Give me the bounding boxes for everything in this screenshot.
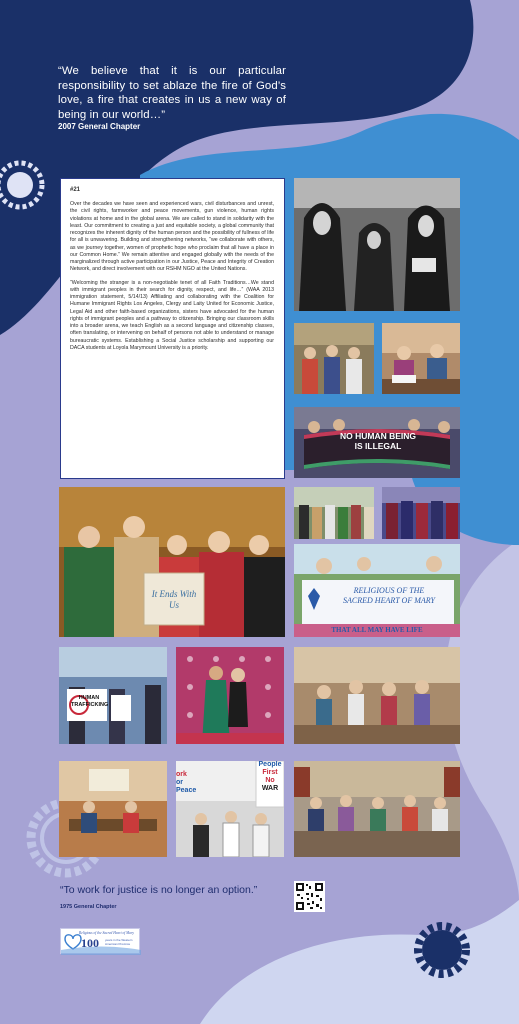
banner-illegal-line-2: IS ILLEGAL bbox=[354, 441, 402, 451]
panel-paragraph-1: Over the decades we have seen and experienced wars, civil disturbances and unrest, the civil rights, farmworker and peace movements, gun violence, human rights violations at home and in the global arena. We are called to stand in solidarity with the least. Our commitment to creating a just and equitable society, a global community that recognizes the inherent dignity of the human person and the possibility of fullness of life for all is unwavering. Building and strengthening networks, “we collaborate with others, as we journey together, women of prophetic hope who proclaim that all have a place in our Common Home.” We remain attentive and engaged globally with the needs of the marginalized through active participation in our Justice, Peace and Integrity of Creation Network, and direct involvement with our RSHM NGO at the United Nations. bbox=[70, 201, 274, 273]
photo-human-trafficking-protest bbox=[59, 647, 167, 744]
logo-line-2: years in the Western American Province bbox=[105, 938, 133, 946]
panel-paragraph-2: “Welcoming the stranger is a non-negotiable tenet of all Faith Traditions…We stand with immigrant peoples in their search for dignity, respect, and life…” (WAA 2013 immigration statement, 5/14/13) Affiliating and collaborating with the Coalition for Humane Immigrant Rights Los Angeles, Clergy and Laity United for Economic Justice, Legal Aid and other faith-based organizations, sisters have advocated for the human rights of immigrant peoples and a pathway to citizenship. Bringing our classroom skills into a broader arena, we teach English as a second language and citizenship classes, often translating, or intervening on behalf of persons not able to understand or manage bureaucratic systems. Establishing a Social Justice scholarship and supporting our DACA students at Loyola Marymount University is a priority. bbox=[70, 279, 274, 351]
sign-people-line-2: First bbox=[262, 769, 278, 776]
sign-peace-line-3: Peace bbox=[176, 787, 197, 794]
sign-people-line-3: No bbox=[265, 777, 275, 784]
photo-group-outdoors bbox=[294, 487, 374, 539]
banner-rshm-line-2: SACRED HEART OF MARY bbox=[343, 596, 435, 605]
header-quote: “We believe that it is our particular responsibility to set ablaze the fire of God’s love, a fire that creates in us a new way of being in our world…” bbox=[58, 65, 286, 121]
gear-icon-left-inner bbox=[7, 172, 33, 198]
sign-people-line-4: WAR bbox=[261, 785, 279, 792]
footer-quote: “To work for justice is no longer an option.” bbox=[60, 884, 258, 896]
panel-number: #21 bbox=[70, 187, 81, 193]
photo-chirla-event bbox=[176, 647, 284, 744]
header-quote-source: 2007 General Chapter bbox=[58, 122, 141, 131]
text-panel bbox=[60, 178, 285, 479]
photo-peace-rally bbox=[176, 761, 284, 857]
sign-peace-line-2: or bbox=[176, 779, 183, 786]
logo-number: 100 bbox=[81, 936, 99, 950]
footer-quote-source: 1975 General Chapter bbox=[60, 904, 117, 910]
sign-human-trafficking: HUMAN TRAFFICKING bbox=[71, 695, 109, 708]
photo-group-indoors bbox=[294, 323, 374, 394]
photo-no-human-being-illegal bbox=[294, 407, 460, 478]
photo-women-at-table bbox=[382, 323, 460, 394]
photo-sisters-in-habits bbox=[294, 178, 460, 311]
rshm-100-logo bbox=[60, 928, 140, 954]
banner-rshm-line-1: RELIGIOUS OF THE bbox=[353, 586, 425, 595]
photo-classroom-group bbox=[294, 647, 460, 744]
photo-rshm-banner bbox=[294, 544, 460, 637]
banner-illegal-line-1: NO HUMAN BEING bbox=[339, 431, 417, 441]
photo-classroom-study bbox=[294, 761, 460, 857]
banner-rshm-line-3: THAT ALL MAY HAVE LIFE bbox=[331, 626, 423, 634]
photo-graduates bbox=[382, 487, 460, 539]
sign-peace-line-1: ork bbox=[176, 771, 187, 778]
photo-it-ends-with-us bbox=[59, 487, 285, 637]
qr-code[interactable] bbox=[294, 881, 325, 912]
sign-it-ends-with-us: It Ends With Us bbox=[151, 589, 197, 610]
sign-people-line-1: People bbox=[258, 761, 282, 768]
photo-study-table bbox=[59, 761, 167, 857]
logo-line-1: Religious of the Sacred Heart of Mary bbox=[79, 931, 134, 935]
